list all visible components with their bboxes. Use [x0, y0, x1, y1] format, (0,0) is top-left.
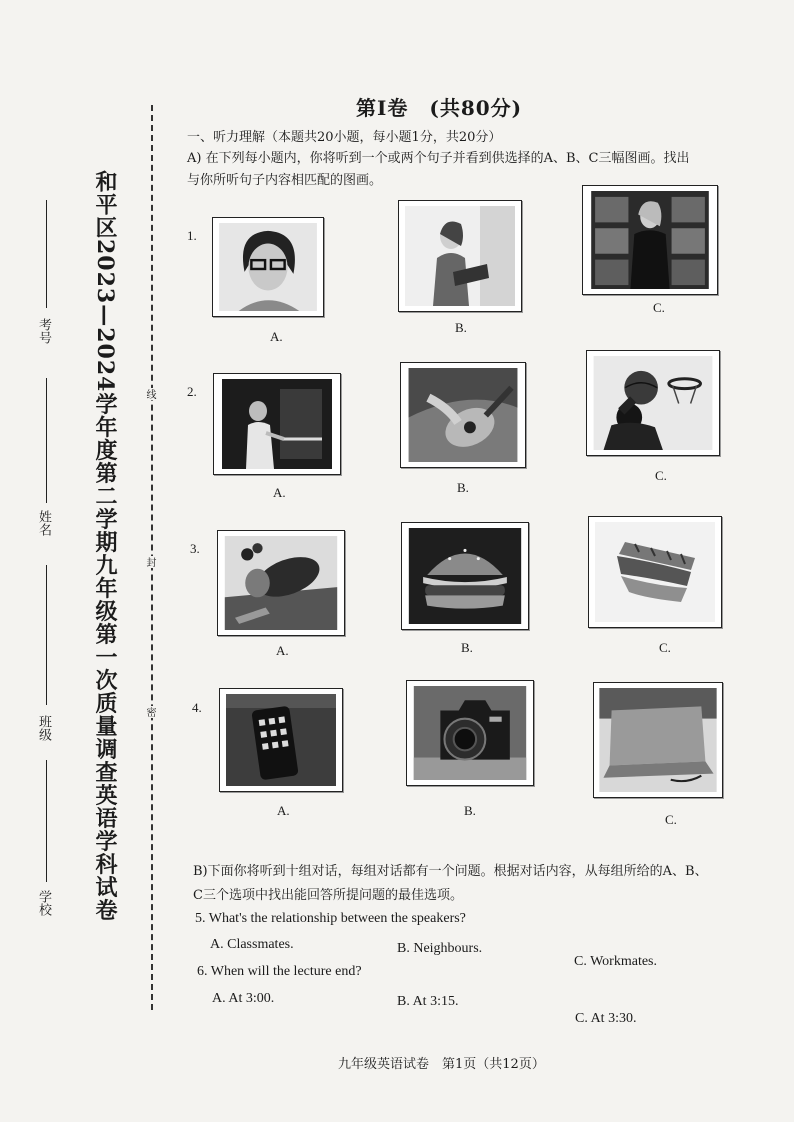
q4-option-b-image [406, 680, 534, 786]
cut-mark-mi: 密 [144, 707, 155, 717]
q1-label-c: C. [653, 300, 665, 315]
question-number: 4. [192, 700, 202, 715]
cut-mark-xian: 线 [144, 389, 155, 399]
q3-label-b: B. [461, 640, 473, 655]
q4-label-b: B. [464, 803, 476, 818]
q5-option-c: C. Workmates. [574, 954, 657, 969]
q2-option-b-image [400, 362, 526, 468]
class-line [46, 565, 47, 705]
part-b-instructions-line1: B)下面你将听到十组对话，每组对话都有一个问题。根据对话内容，从每组所给的A、B、 [193, 864, 708, 879]
school-label: 学校 [36, 890, 51, 916]
question-number: 3. [190, 541, 200, 556]
q1-label-a: A. [270, 329, 283, 344]
q2-label-a: A. [273, 485, 286, 500]
question-6-text: 6. When will the lecture end? [197, 964, 362, 979]
q6-option-a: A. At 3:00. [212, 991, 275, 1006]
school-line [46, 760, 47, 882]
question-number: 1. [187, 228, 197, 243]
camera-icon [412, 686, 528, 780]
exam-title-vertical: 和平区2023—2024学年度第二学期九年级第一次质量调查英语学科试卷 [92, 170, 118, 922]
q1-option-b-image [398, 200, 522, 312]
part-a-instructions-line1: A) 在下列每小题内，你将听到一个或两个句子并看到供选择的A、B、C三幅图画。找出 [187, 151, 690, 166]
q4-label-c: C. [665, 812, 677, 827]
q3-option-c-image [588, 516, 722, 628]
exam-number-label: 考号 [36, 318, 51, 344]
cut-mark-feng: 封 [144, 557, 155, 567]
q1-option-a-image [212, 217, 324, 317]
q4-label-a: A. [277, 803, 290, 818]
q2-label-b: B. [457, 480, 469, 495]
class-label: 班级 [36, 715, 51, 741]
paper-title: 第Ⅰ卷 (共80分) [356, 96, 523, 120]
laptop-icon [599, 688, 717, 792]
q4-option-a-image [219, 688, 343, 792]
q5-option-b: B. Neighbours. [397, 941, 483, 956]
part-a-instructions-line2: 与你所听句子内容相匹配的图画。 [187, 173, 383, 188]
boy-piano-icon [219, 379, 335, 469]
page-footer: 九年级英语试卷 第1页（共12页） [338, 1057, 545, 1072]
name-label: 姓名 [36, 510, 51, 536]
q3-option-b-image [401, 522, 529, 630]
q2-label-c: C. [655, 468, 667, 483]
basketball-player-icon [592, 356, 714, 450]
section-listening-heading: 一、听力理解（本题共20小题，每小题1分，共20分） [187, 130, 502, 145]
q5-option-a: A. Classmates. [210, 937, 294, 952]
hamburger-icon [407, 528, 523, 624]
sandwich-icon [594, 522, 716, 622]
woman-glasses-icon [218, 223, 318, 311]
q2-option-c-image [586, 350, 720, 456]
q3-label-c: C. [659, 640, 671, 655]
q6-option-b: B. At 3:15. [397, 994, 459, 1009]
q3-label-a: A. [276, 643, 289, 658]
q6-option-c: C. At 3:30. [575, 1011, 637, 1026]
guitar-player-icon [406, 368, 520, 462]
q1-option-c-image [582, 185, 718, 295]
part-b-instructions-line2: C三个选项中找出能回答所提问题的最佳选项。 [193, 888, 463, 903]
q4-option-c-image [593, 682, 723, 798]
woman-reading-icon [404, 206, 516, 306]
question-number: 2. [187, 384, 197, 399]
exam-number-line [46, 200, 47, 308]
name-line [46, 378, 47, 503]
q2-option-a-image [213, 373, 341, 475]
smartphone-icon [225, 694, 337, 786]
q3-option-a-image [217, 530, 345, 636]
woman-bookshelf-icon [588, 191, 712, 289]
sausage-icon [223, 536, 339, 630]
q1-label-b: B. [455, 320, 467, 335]
question-5-text: 5. What's the relationship between the speakers? [195, 911, 466, 926]
